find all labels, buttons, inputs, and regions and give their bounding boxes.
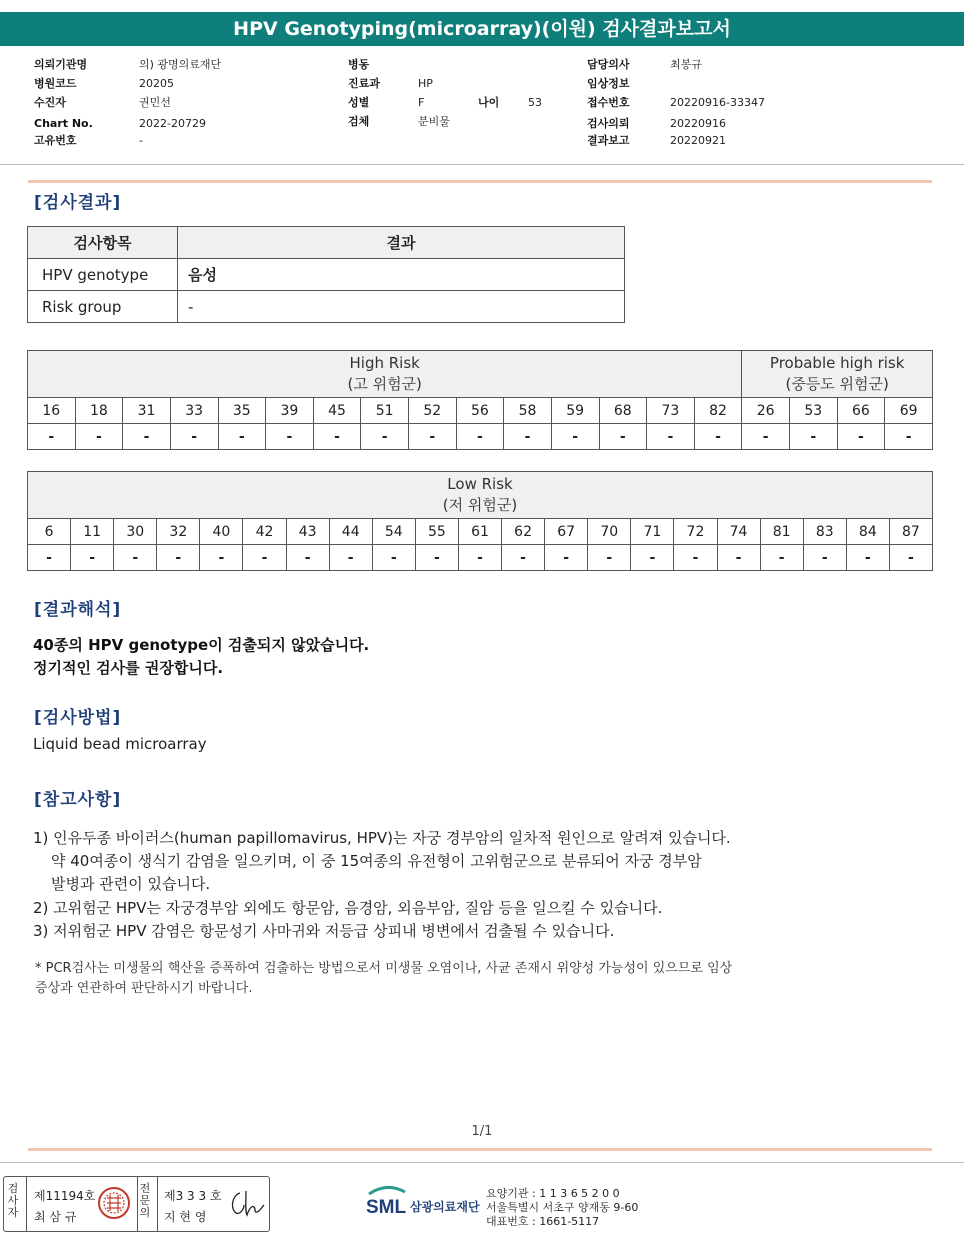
signature-box [3,1176,270,1232]
header-label: 의뢰기관명 [34,58,88,71]
test-item-cell: Risk group [28,291,178,323]
genotype-number-cell: 54 [372,519,415,545]
accent-divider [28,180,932,183]
genotype-value-cell: - [266,424,314,450]
genotype-number-cell: 83 [803,519,846,545]
header-label: 검사의뢰 [587,117,630,130]
org-name: 삼광의료재단 [410,1200,480,1214]
genotype-number-cell: 52 [409,398,457,424]
reference-line: 1) 인유두종 바이러스(human papillomavirus, HPV)는 자궁 경부암의 일차적 원인으로 알려져 있습니다. [33,829,731,847]
genotype-number-cell: 26 [742,398,790,424]
genotype-value-cell: - [170,424,218,450]
note-line: 증상과 연관하여 판단하시기 바랍니다. [35,981,253,996]
genotype-value-cell: - [28,545,71,571]
low-risk-header [28,472,933,519]
header-value: HP [418,77,433,90]
header-label: Chart No. [34,117,93,130]
age-value: 53 [528,96,542,109]
low-risk-sublabel: (저 위험군) [442,496,518,514]
header-value: 20220916-33347 [670,96,765,109]
header-value: - [139,134,143,147]
section-title-reference: [참고사항] [34,790,122,810]
genotype-value-row [28,545,933,571]
phone: 대표번호 : 1661-5117 [486,1215,600,1228]
reviewer-label [139,1183,153,1219]
genotype-number-cell: 33 [170,398,218,424]
divider [157,1177,158,1231]
accent-divider [28,1148,932,1151]
genotype-number-cell: 30 [114,519,157,545]
probable-risk-label: Probable high risk [769,354,905,372]
low-risk-genotype-table [27,471,933,571]
genotype-number-cell: 45 [313,398,361,424]
reference-line: 2) 고위험군 HPV는 자궁경부암 외에도 항문암, 음경암, 외음부암, 질암 등을 일으킬 수 있습니다. [33,899,663,917]
genotype-number-cell: 6 [28,519,71,545]
header-value: 20220916 [670,117,726,130]
genotype-number-row [28,398,933,424]
footer-divider [0,1162,964,1163]
reviewer-name: 지 현 영 [164,1210,207,1224]
address: 서울특별시 서초구 양재동 9-60 [486,1201,639,1214]
genotype-number-cell: 18 [75,398,123,424]
genotype-value-cell: - [415,545,458,571]
header-label: 병동 [348,58,370,71]
sml-logo-icon [365,1182,409,1222]
genotype-value-cell: - [502,545,545,571]
risk-header-row [28,351,933,398]
note-line: * PCR검사는 미생물의 핵산을 증폭하여 검출하는 방법으로서 미생물 오염이나, 사균 존재시 위양성 가능성이 있으므로 임상 [35,961,733,976]
genotype-number-cell: 42 [243,519,286,545]
high-risk-header [28,351,742,398]
genotype-value-cell: - [218,424,266,450]
reviewer-license: 제3 3 3 호 [164,1189,222,1203]
genotype-number-cell: 56 [456,398,504,424]
risk-header-row [28,472,933,519]
genotype-number-cell: 68 [599,398,647,424]
header-label: 임상정보 [587,77,630,90]
genotype-value-cell: - [504,424,552,450]
test-result-cell: - [178,291,625,323]
genotype-number-cell: 62 [502,519,545,545]
inspector-label [7,1183,21,1219]
genotype-value-cell: - [157,545,200,571]
genotype-value-cell: - [694,424,742,450]
header-value: F [418,96,425,109]
high-risk-sublabel: (고 위험군) [347,375,422,393]
genotype-number-row [28,519,933,545]
divider [26,1177,27,1231]
section-title-interpretation: [결과해석] [34,600,122,620]
table-row [28,291,625,323]
genotype-value-cell: - [329,545,372,571]
genotype-value-cell: - [803,545,846,571]
low-risk-label: Low Risk [447,475,513,493]
genotype-value-cell: - [837,424,885,450]
genotype-value-cell: - [599,424,647,450]
header-label: 접수번호 [587,96,630,109]
genotype-number-cell: 44 [329,519,372,545]
test-item-cell: HPV genotype [28,259,178,291]
section-title-result: [검사결과] [34,193,122,213]
inspector-license: 제11194호 [34,1189,96,1203]
high-risk-genotype-table [27,350,933,450]
genotype-number-cell: 39 [266,398,314,424]
genotype-value-cell: - [200,545,243,571]
table-row [28,259,625,291]
genotype-value-cell: - [361,424,409,450]
genotype-number-cell: 67 [545,519,588,545]
header-value: 의) 광명의료재단 [139,58,222,71]
interpretation-line: 정기적인 검사를 권장합니다. [33,659,224,677]
test-result-cell: 음성 [178,259,625,291]
genotype-value-cell: - [458,545,501,571]
genotype-number-cell: 59 [551,398,599,424]
genotype-value-cell: - [846,545,889,571]
section-title-method: [검사방법] [34,708,122,728]
header-divider [0,164,964,165]
genotype-value-cell: - [588,545,631,571]
header-label: 담당의사 [587,58,630,71]
header-label: 결과보고 [587,134,630,147]
table-header-row [28,227,625,259]
genotype-number-cell: 35 [218,398,266,424]
genotype-value-cell: - [456,424,504,450]
genotype-value-cell: - [545,545,588,571]
genotype-value-cell: - [631,545,674,571]
genotype-value-cell: - [114,545,157,571]
genotype-number-cell: 81 [760,519,803,545]
reference-line: 3) 저위험군 HPV 감염은 항문성기 사마귀와 저등급 상피내 병변에서 검출될 수 있습니다. [33,922,615,940]
header-label: 검체 [348,115,370,128]
page-number: 1/1 [471,1124,493,1139]
genotype-value-cell: - [647,424,695,450]
genotype-number-cell: 71 [631,519,674,545]
genotype-value-cell: - [409,424,457,450]
probable-risk-header [742,351,933,398]
genotype-number-cell: 74 [717,519,760,545]
header-label: 수진자 [34,96,66,109]
genotype-number-cell: 58 [504,398,552,424]
genotype-number-cell: 84 [846,519,889,545]
genotype-number-cell: 70 [588,519,631,545]
genotype-number-cell: 66 [837,398,885,424]
result-table [27,226,625,323]
header-label: 성별 [348,96,370,109]
age-label: 나이 [478,96,500,109]
genotype-value-cell: - [28,424,76,450]
genotype-value-cell: - [286,545,329,571]
genotype-value-cell: - [75,424,123,450]
genotype-value-cell: - [889,545,932,571]
signature-icon [226,1187,266,1221]
genotype-number-cell: 32 [157,519,200,545]
header-value: 분비물 [418,115,450,128]
inspector-label-text: 검사자 [7,1182,19,1219]
genotype-number-cell: 31 [123,398,171,424]
genotype-number-cell: 16 [28,398,76,424]
genotype-value-cell: - [674,545,717,571]
reference-line: 약 40여종이 생식기 감염을 일으키며, 이 중 15여종의 유전형이 고위험군으로 분류되어 자궁 경부암 [51,852,702,870]
column-header-item: 검사항목 [28,227,178,259]
genotype-value-cell: - [551,424,599,450]
report-title: HPV Genotyping(microarray)(이원) 검사결과보고서 [0,12,964,46]
genotype-number-cell: 40 [200,519,243,545]
interpretation-line: 40종의 HPV genotype이 검출되지 않았습니다. [33,636,370,654]
genotype-number-cell: 11 [71,519,114,545]
genotype-value-cell: - [790,424,838,450]
probable-risk-sublabel: (중등도 위험군) [785,375,889,393]
header-value: 최봉규 [670,58,702,71]
genotype-value-cell: - [372,545,415,571]
genotype-value-cell: - [760,545,803,571]
logo-text: SML [366,1197,407,1218]
genotype-number-cell: 87 [889,519,932,545]
header-value: 권민선 [139,96,171,109]
institution-code: 요양기관 : 1 1 3 6 5 2 0 0 [486,1187,620,1200]
genotype-number-cell: 61 [458,519,501,545]
genotype-number-cell: 72 [674,519,717,545]
genotype-value-cell: - [313,424,361,450]
header-value: 2022-20729 [139,117,206,130]
genotype-number-cell: 69 [885,398,933,424]
genotype-value-cell: - [717,545,760,571]
seal-icon [97,1186,131,1220]
divider [137,1177,138,1231]
genotype-value-cell: - [742,424,790,450]
high-risk-label: High Risk [349,354,420,372]
column-header-result: 결과 [178,227,625,259]
genotype-number-cell: 82 [694,398,742,424]
header-label: 고유번호 [34,134,77,147]
header-label: 진료과 [348,77,380,90]
genotype-value-cell: - [123,424,171,450]
genotype-number-cell: 55 [415,519,458,545]
genotype-number-cell: 43 [286,519,329,545]
method-text: Liquid bead microarray [33,735,207,753]
inspector-name: 최 삼 규 [34,1210,77,1224]
genotype-number-cell: 73 [647,398,695,424]
genotype-value-cell: - [243,545,286,571]
genotype-value-cell: - [71,545,114,571]
reviewer-label-text: 전문의 [139,1182,151,1219]
genotype-value-cell: - [885,424,933,450]
genotype-value-row [28,424,933,450]
genotype-number-cell: 51 [361,398,409,424]
reference-line: 발병과 관련이 있습니다. [51,875,211,893]
genotype-number-cell: 53 [790,398,838,424]
header-value: 20220921 [670,134,726,147]
header-label: 병원코드 [34,77,77,90]
header-value: 20205 [139,77,174,90]
